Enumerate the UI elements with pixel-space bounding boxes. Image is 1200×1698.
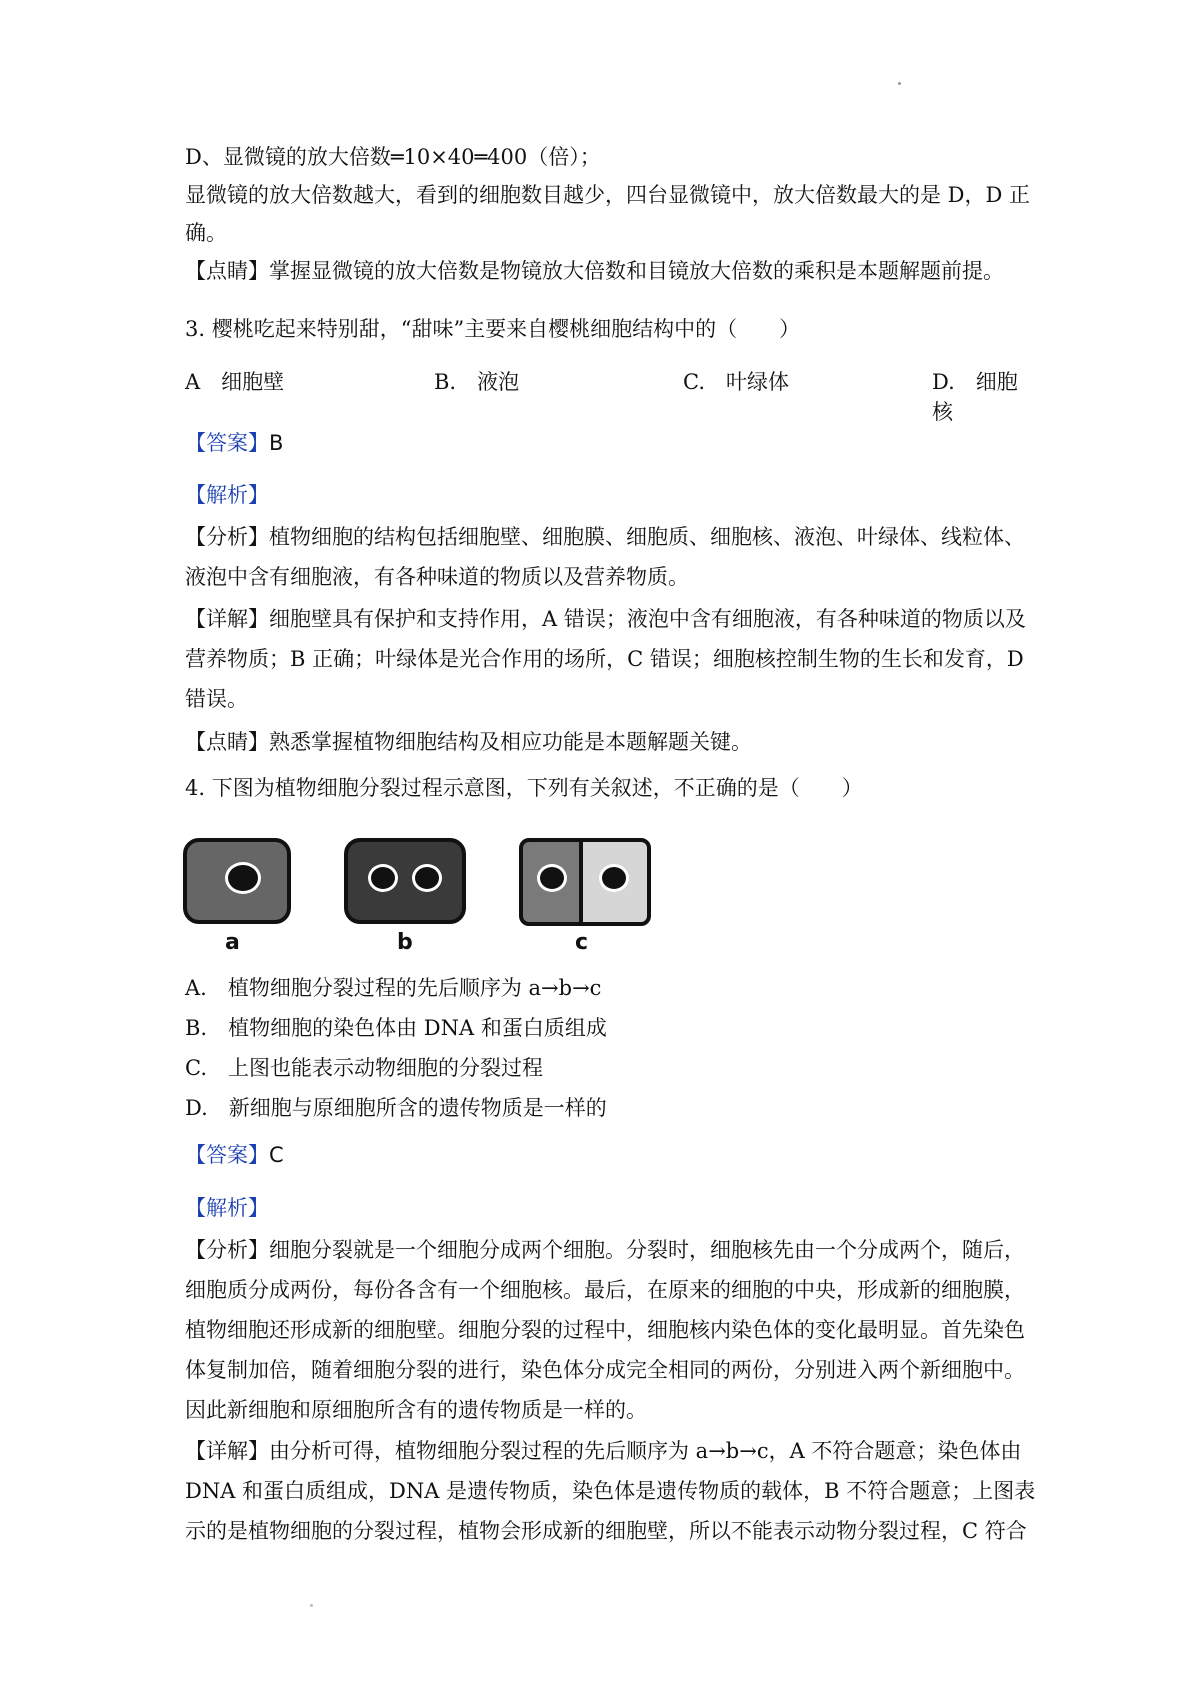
xiangjie-text: DNA 和蛋白质组成，DNA 是遗传物质，染色体是遗传物质的载体，B 不符合题意；上图表 [185,1479,1036,1503]
scan-dot [310,1604,313,1607]
text-line: D、显微镜的放大倍数═10×40═400（倍）； [185,145,601,169]
xiangjie-text: 【详解】细胞壁具有保护和支持作用，A 错误；液泡中含有细胞液，有各种味道的物质以及 [185,607,1026,631]
figure-label-a: a [225,930,240,955]
cell-b [344,838,466,924]
text-line: 显微镜的放大倍数越大，看到的细胞数目越少，四台显微镜中，放大倍数最大的是 D，D 正 [185,183,1031,207]
nucleus [225,862,261,894]
text-line: 确。 [185,221,227,245]
q3-option-a: A 细胞壁 [185,370,285,394]
fenxi-text: 【分析】植物细胞的结构包括细胞壁、细胞膜、细胞质、细胞核、液泡、叶绿体、线粒体、 [185,525,1025,549]
fenxi-text: 细胞质分成两份，每份各含有一个细胞核。最后，在原来的细胞的中央，形成新的细胞膜， [185,1278,1025,1302]
dianjing-text: 【点睛】掌握显微镜的放大倍数是物镜放大倍数和目镜放大倍数的乘积是本题解题前提。 [185,259,1004,283]
fenxi-text: 体复制加倍，随着细胞分裂的进行，染色体分成完全相同的两份，分别进入两个新细胞中。 [185,1358,1025,1382]
dianjing-text: 【点睛】熟悉掌握植物细胞结构及相应功能是本题解题关键。 [185,730,752,754]
xiangjie-text: 示的是植物细胞的分裂过程，植物会形成新的细胞壁，所以不能表示动物分裂过程，C 符合 [185,1519,1027,1543]
question-4: 4. 下图为植物细胞分裂过程示意图，下列有关叙述，不正确的是（ ） [185,776,863,800]
figure-label-b: b [397,930,413,955]
xiangjie-text: 错误。 [185,687,248,711]
q3-option-b: B. 液泡 [434,370,520,394]
q3-option-c: C. 叶绿体 [683,370,789,394]
figure-label-c: c [575,930,589,955]
question-3: 3. 樱桃吃起来特别甜，“甜味”主要来自樱桃细胞结构中的（ ） [185,317,801,341]
q4-option-b: B. 植物细胞的染色体由 DNA 和蛋白质组成 [185,1016,607,1040]
q4-option-c: C. 上图也能表示动物细胞的分裂过程 [185,1056,543,1080]
xiangjie-text: 营养物质；B 正确；叶绿体是光合作用的场所，C 错误；细胞核控制生物的生长和发育，D [185,647,1024,671]
fenxi-text: 液泡中含有细胞液，有各种味道的物质以及营养物质。 [185,565,689,589]
fenxi-text: 因此新细胞和原细胞所含有的遗传物质是一样的。 [185,1398,647,1422]
nucleus [412,864,442,892]
nucleus [537,864,567,892]
scan-dot [898,82,901,85]
answer-tag: 【答案】 [185,1143,269,1167]
q4-option-d: D. 新细胞与原细胞所含的遗传物质是一样的 [185,1096,607,1120]
answer-value: C [269,1143,284,1167]
cell-division-figure [183,838,653,963]
cell-a [183,838,291,924]
jiexi-tag: 【解析】 [185,483,269,507]
answer-tag: 【答案】 [185,431,269,455]
xiangjie-text: 【详解】由分析可得，植物细胞分裂过程的先后顺序为 a→b→c，A 不符合题意；染色体由 [185,1439,1022,1463]
cell-c-right [579,838,651,926]
q3-option-d: D. 细胞核 [932,370,1018,424]
q4-answer [185,1140,1035,1170]
q3-options [185,367,1035,427]
nucleus [368,864,398,892]
jiexi-tag: 【解析】 [185,1196,269,1220]
q4-option-a: A. 植物细胞分裂过程的先后顺序为 a→b→c [185,976,602,1000]
fenxi-text: 【分析】细胞分裂就是一个细胞分成两个细胞。分裂时，细胞核先由一个分成两个，随后， [185,1238,1025,1262]
answer-value: B [269,431,284,455]
nucleus [599,864,629,892]
fenxi-text: 植物细胞还形成新的细胞壁。细胞分裂的过程中，细胞核内染色体的变化最明显。首先染色 [185,1318,1025,1342]
q3-answer [185,428,1035,458]
